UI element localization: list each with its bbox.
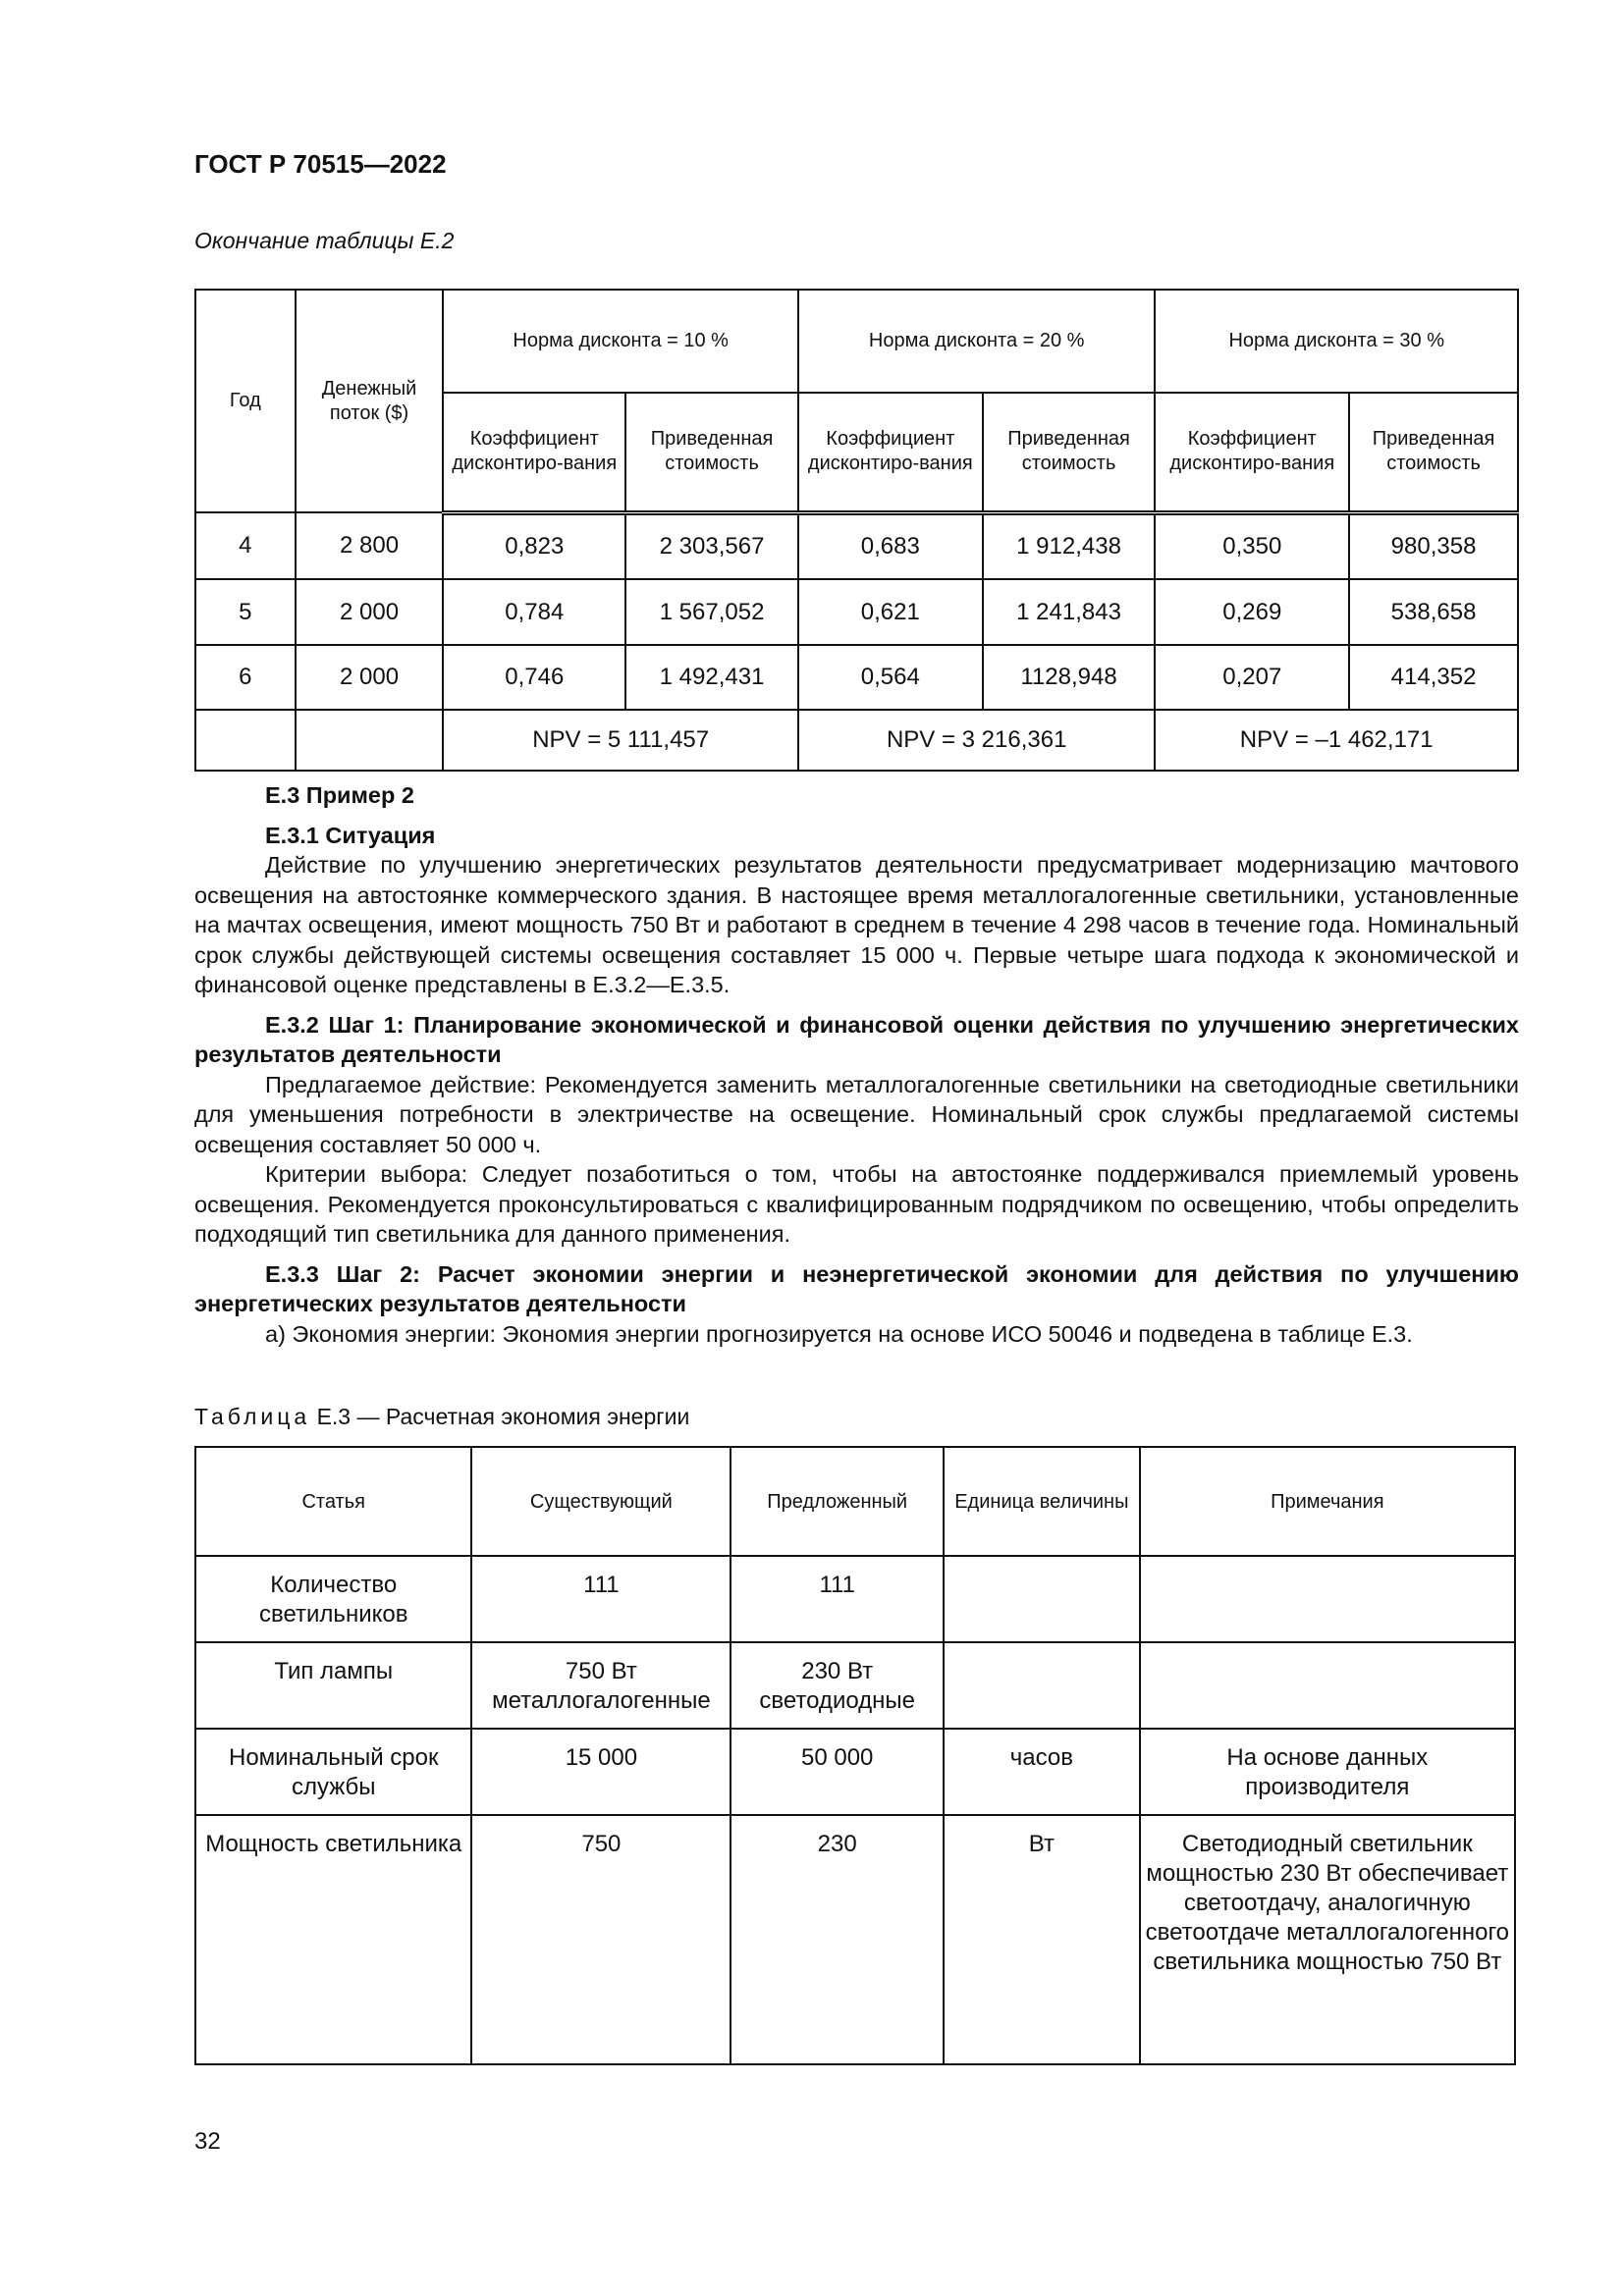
cell: Мощность светильника xyxy=(195,1815,471,2064)
npv-row xyxy=(195,710,1518,771)
cell: 414,352 xyxy=(1349,645,1518,710)
npv-20: NPV = 3 216,361 xyxy=(798,710,1156,771)
cell: 0,683 xyxy=(798,512,983,579)
npv-10: NPV = 5 111,457 xyxy=(443,710,798,771)
cell xyxy=(944,1642,1140,1729)
cell: 111 xyxy=(731,1556,944,1642)
cell: 50 000 xyxy=(731,1729,944,1815)
cell: 1128,948 xyxy=(983,645,1156,710)
header-coef: Коэффициент дисконтиро-вания xyxy=(798,393,983,512)
empty-cell xyxy=(195,710,296,771)
header-year: Год xyxy=(195,290,296,512)
cell: 2 800 xyxy=(296,512,444,579)
cell: 0,564 xyxy=(798,645,983,710)
section-e31-heading: Е.3.1 Ситуация xyxy=(265,822,436,848)
caption-word: Таблица xyxy=(194,1404,311,1429)
section-e3-heading: Е.3 Пример 2 xyxy=(265,782,414,808)
table-row xyxy=(195,1556,1515,1642)
cell: 0,350 xyxy=(1155,512,1349,579)
header-proposed: Предложенный xyxy=(731,1447,944,1556)
table-continuation-label: Окончание таблицы Е.2 xyxy=(194,228,455,253)
cell: 2 000 xyxy=(296,645,444,710)
paragraph: Критерии выбора: Следует позаботиться о том, чтобы на автостоянке поддерживался приемлемый уровень освещения. Рекомендуется проконсультироваться с квалифицированным подрядчиком по освещению, чтобы определить подходящий тип светильника для данного применения. xyxy=(194,1161,1519,1247)
header-pv: Приведенная стоимость xyxy=(625,393,798,512)
empty-cell xyxy=(296,710,444,771)
cell: 750 Вт металлогалогенные xyxy=(471,1642,731,1729)
header-cash-flow: Денежный поток ($) xyxy=(296,290,444,512)
cell xyxy=(1140,1642,1515,1729)
cell: На основе данных производителя xyxy=(1140,1729,1515,1815)
cell: 111 xyxy=(471,1556,731,1642)
header-existing: Существующий xyxy=(471,1447,731,1556)
cell: 2 000 xyxy=(296,579,444,645)
header-coef: Коэффициент дисконтиро-вания xyxy=(443,393,625,512)
paragraph: а) Экономия энергии: Экономия энергии прогнозируется на основе ИСО 50046 и подведена в таблице Е.3. xyxy=(265,1320,1413,1347)
cell: 6 xyxy=(195,645,296,710)
npv-30: NPV = –1 462,171 xyxy=(1155,710,1518,771)
cell: 0,823 xyxy=(443,512,625,579)
cell: часов xyxy=(944,1729,1140,1815)
cell: 1 567,052 xyxy=(625,579,798,645)
paragraph: Предлагаемое действие: Рекомендуется заменить металлогалогенные светильники на светодиодные светильники для уменьшения потребности в электричестве на освещение. Номинальный срок службы предлагаемой системы освещения составляет 50 000 ч. xyxy=(194,1071,1519,1157)
cell: 230 xyxy=(731,1815,944,2064)
page-number: 32 xyxy=(194,2128,221,2155)
section-e33-heading: Е.3.3 Шаг 2: Расчет экономии энергии и неэнергетической экономии для действия по улучшению энергетических результатов деятельности xyxy=(194,1260,1519,1316)
table-e3 xyxy=(194,1446,1516,2065)
header-pv: Приведенная стоимость xyxy=(1349,393,1518,512)
cell: Светодиодный светильник мощностью 230 Вт обеспечивает светоотдачу, аналогичную светоотдаче металлогалогенного светильника мощностью 750 Вт xyxy=(1140,1815,1515,2064)
table-row xyxy=(195,512,1518,579)
body-text xyxy=(194,780,1519,1349)
cell: Номинальный срок службы xyxy=(195,1729,471,1815)
cell: 0,269 xyxy=(1155,579,1349,645)
table-row xyxy=(195,1642,1515,1729)
table-e2 xyxy=(194,289,1519,772)
section-e32-heading: Е.3.2 Шаг 1: Планирование экономической и финансовой оценки действия по улучшению энергетических результатов деятельности xyxy=(194,1011,1519,1067)
table-row xyxy=(195,579,1518,645)
cell: 1 241,843 xyxy=(983,579,1156,645)
cell: 230 Вт светодиодные xyxy=(731,1642,944,1729)
cell: 15 000 xyxy=(471,1729,731,1815)
caption-title: Е.3 — Расчетная экономия энергии xyxy=(310,1404,690,1429)
cell: Тип лампы xyxy=(195,1642,471,1729)
table-row xyxy=(195,1815,1515,2064)
cell: 1 912,438 xyxy=(983,512,1156,579)
cell: 750 xyxy=(471,1815,731,2064)
header-coef: Коэффициент дисконтиро-вания xyxy=(1155,393,1349,512)
cell xyxy=(944,1556,1140,1642)
document-id: ГОСТ Р 70515—2022 xyxy=(194,149,447,179)
cell: 0,746 xyxy=(443,645,625,710)
cell: Вт xyxy=(944,1815,1140,2064)
paragraph: Действие по улучшению энергетических результатов деятельности предусматривает модернизацию мачтового освещения на автостоянке коммерческого здания. В настоящее время металлогалогенные светильники, установленные на мачтах освещения, имеют мощность 750 Вт и работают в среднем в течение 4 298 часов в течение года. Номинальный срок службы действующей системы освещения составляет 15 000 ч. Первые четыре шага подхода к экономической и финансовой оценке представлены в Е.3.2—Е.3.5. xyxy=(194,852,1519,997)
header-item: Статья xyxy=(195,1447,471,1556)
header-rate-30: Норма дисконта = 30 % xyxy=(1155,290,1518,393)
table-caption xyxy=(194,1404,689,1430)
header-notes: Примечания xyxy=(1140,1447,1515,1556)
cell: 0,784 xyxy=(443,579,625,645)
cell: 1 492,431 xyxy=(625,645,798,710)
cell: 5 xyxy=(195,579,296,645)
cell: 0,621 xyxy=(798,579,983,645)
cell xyxy=(1140,1556,1515,1642)
cell: Количество светильников xyxy=(195,1556,471,1642)
header-pv: Приведенная стоимость xyxy=(983,393,1156,512)
header-rate-20: Норма дисконта = 20 % xyxy=(798,290,1156,393)
header-unit: Единица величины xyxy=(944,1447,1140,1556)
cell: 980,358 xyxy=(1349,512,1518,579)
cell: 0,207 xyxy=(1155,645,1349,710)
cell: 2 303,567 xyxy=(625,512,798,579)
table-row xyxy=(195,645,1518,710)
table-row xyxy=(195,1729,1515,1815)
cell: 538,658 xyxy=(1349,579,1518,645)
header-rate-10: Норма дисконта = 10 % xyxy=(443,290,798,393)
cell: 4 xyxy=(195,512,296,579)
